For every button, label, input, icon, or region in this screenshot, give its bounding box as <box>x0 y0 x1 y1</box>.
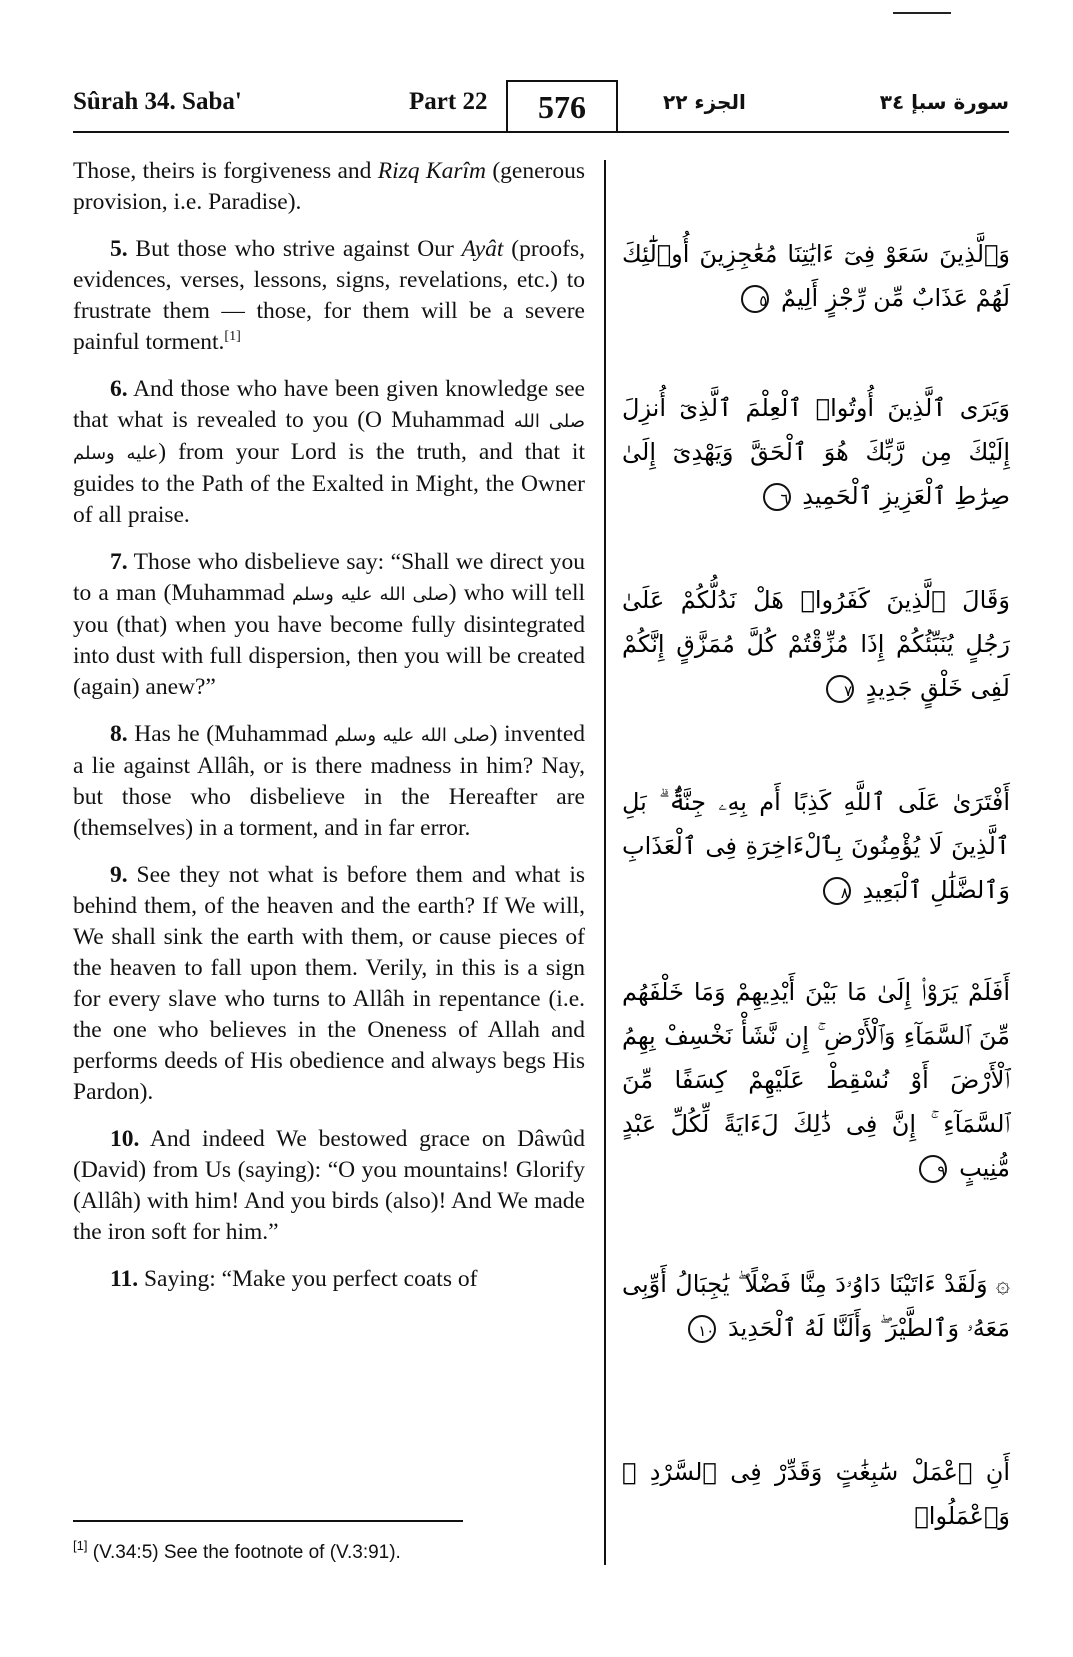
verse-9-translation: 9. See they not what is before them and what is behind them, of the heaven and the earth? If We will, We shall sink the earth with them, or cause pieces of the heaven to fall upon them. Verily, in this is a sign for every slave who turns to Allâh in repentance (i.e. the one who believes in the Oneness of Allah and performs deeds of His obedience and always begs His Pardon). <box>73 862 585 1105</box>
verse-9-arabic: أَفَلَمْ يَرَوْا۟ إِلَىٰ مَا بَيْنَ أَيْدِيهِمْ وَمَا خَلْفَهُم مِّنَ ٱلسَّمَآءِ وَٱلْأَرْضِ ۚ إِن نَّشَأْ نَخْسِفْ بِهِمُ ٱلْأَرْضَ أَوْ نُسْقِطْ عَلَيْهِمْ كِسَفًا مِّنَ ٱلسَّمَآءِ ۚ إِنَّ فِى ذَٰلِكَ لَءَايَةً لِّكُلِّ عَبْدٍ مُّنِيبٍ ٩ <box>622 978 1010 1182</box>
header-rule <box>73 131 1009 133</box>
ayah-number-7: ٧ <box>826 675 854 703</box>
verse-11-arabic: أَنِ ٱعْمَلْ سَٰبِغَٰتٍ وَقَدِّرْ فِى ٱلسَّرْدِ ۖ وَٱعْمَلُوا۟ <box>622 1458 1010 1530</box>
verse-5-arabic: وَٱلَّذِينَ سَعَوْ فِىٓ ءَايَٰتِنَا مُعَٰجِزِينَ أُو۟لَٰٓئِكَ لَهُمْ عَذَابٌ مِّن رِّجْزٍ أَلِيمٌ ٥ <box>622 240 1010 312</box>
verse-6-arabic: وَيَرَى ٱلَّذِينَ أُوتُوا۟ ٱلْعِلْمَ ٱلَّذِىٓ أُنزِلَ إِلَيْكَ مِن رَّبِّكَ هُوَ ٱلْحَقَّ وَيَهْدِىٓ إِلَىٰ صِرَٰطِ ٱلْعَزِيزِ ٱلْحَمِيدِ ٦ <box>622 394 1010 510</box>
verse-4-continuation: Those, theirs is forgiveness and Rizq Karîm (generous provision, i.e. Paradise). <box>73 158 585 215</box>
verse-5-translation: 5. But those who strive against Our Ayât (proofs, evidences, verses, lessons, signs, revelations, etc.) to frustrate them — those, for them will be a severe painful torment.[1] <box>73 236 585 355</box>
page-number: 576 <box>538 89 586 125</box>
surah-title-en: Sûrah 34. Saba' <box>73 88 242 115</box>
ayah-number-10: ١٠ <box>688 1315 716 1343</box>
part-label-en: Part 22 <box>409 88 488 115</box>
verse-7-arabic: وَقَالَ ٱلَّذِينَ كَفَرُوا۟ هَلْ نَدُلُّكُمْ عَلَىٰ رَجُلٍ يُنَبِّئُكُمْ إِذَا مُزِّقْتُمْ كُلَّ مُمَزَّقٍ إِنَّكُمْ لَفِى خَلْقٍ جَدِيدٍ ٧ <box>622 586 1010 702</box>
verse-7-translation: 7. Those who disbelieve say: “Shall we direct you to a man (Muhammad صلى الله عليه وسلم) who will tell you (that) when you have become fully disintegrated into dust with full dispersion, then you will be created (again) anew?” <box>73 549 586 700</box>
footnote-rule <box>73 1520 463 1522</box>
footnote-ref[interactable]: [1] <box>224 329 241 344</box>
verse-8-translation: 8. Has he (Muhammad صلى الله عليه وسلم) invented a lie against Allâh, or is there madness in him? Nay, but those who disbelieve in the Hereafter are (themselves) in a torment, and in far error. <box>73 721 585 841</box>
ayah-number-8: ٨ <box>823 877 851 905</box>
top-edge-line <box>893 12 951 14</box>
verse-11-translation: 11. Saying: “Make you perfect coats of <box>110 1266 478 1292</box>
ayah-number-9: ٩ <box>919 1155 947 1183</box>
english-translation-column <box>73 156 585 1311</box>
verse-8-arabic: أَفْتَرَىٰ عَلَى ٱللَّهِ كَذِبًا أَم بِهِۦ جِنَّةٌۢ ۗ بَلِ ٱلَّذِينَ لَا يُؤْمِنُونَ بِٱلْءَاخِرَةِ فِى ٱلْعَذَابِ وَٱلضَّلَٰلِ ٱلْبَعِيدِ ٨ <box>622 788 1010 904</box>
surah-title-ar: سورة سبإ ٣٤ <box>879 90 1009 114</box>
juz-label-ar: الجزء ٢٢ <box>663 90 746 114</box>
column-divider <box>604 160 606 1565</box>
verse-6-translation: 6. And those who have been given knowledge see that what is revealed to you (O Muhammad صلى الله عليه وسلم) from your Lord is the truth, and that it guides to the Path of the Exalted in Might, the Owner of all praise. <box>73 376 586 528</box>
ayah-number-5: ٥ <box>741 285 769 313</box>
ayah-number-6: ٦ <box>763 483 791 511</box>
verse-10-arabic: ۞ وَلَقَدْ ءَاتَيْنَا دَاوُۥدَ مِنَّا فَضْلًا ۖ يَٰجِبَالُ أَوِّبِى مَعَهُۥ وَٱلطَّيْرَ ۖ وَأَلَنَّا لَهُ ٱلْحَدِيدَ ١٠ <box>622 1270 1010 1342</box>
page-header <box>73 80 1009 132</box>
verse-10-translation: 10. And indeed We bestowed grace on Dâwûd (David) from Us (saying): “O you mountains! Glorify (Allâh) with him! And you birds (also)! And We made the iron soft for him.” <box>73 1126 585 1245</box>
footnote: [1] (V.34:5) See the footnote of (V.3:91). <box>73 1538 401 1563</box>
page-number-box <box>506 80 618 132</box>
